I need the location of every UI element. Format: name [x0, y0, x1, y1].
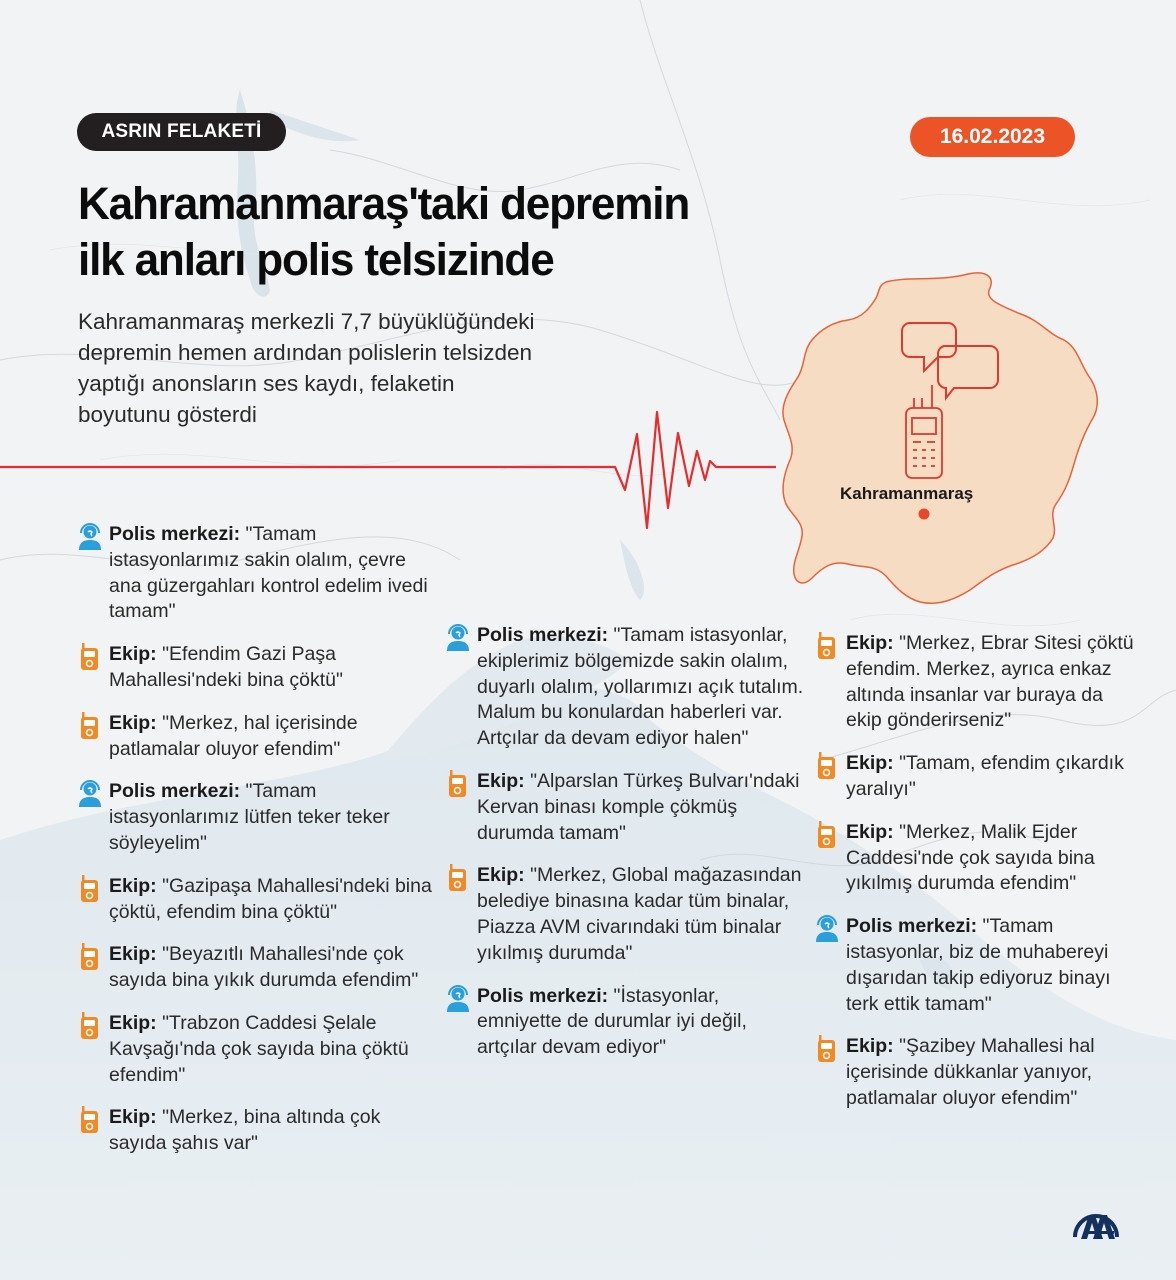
- walkie-talkie-icon: [445, 864, 471, 891]
- walkie-talkie-icon: [77, 643, 103, 670]
- subtitle-line-4: boyutunu gösterdi: [78, 402, 257, 427]
- quote-text: "Efendim Gazi Paşa Mahallesi'ndeki bina çöktü": [109, 643, 343, 691]
- transcript-column-2: [445, 623, 805, 1078]
- walkie-talkie-icon: [814, 1035, 840, 1062]
- title-line-1: Kahramanmaraş'taki depremin: [78, 178, 690, 229]
- police-operator-icon: [814, 915, 840, 942]
- quote-text: "Beyazıtlı Mahallesi'nde çok sayıda bina yıkık durumda efendim": [109, 943, 419, 992]
- transcript-entry: [77, 874, 437, 926]
- speaker-label: Ekip:: [109, 643, 157, 666]
- quote-text: "Tamam istasyonlar, ekiplerimiz bölgemizde sakin olalım, duyarlı olalım, yollarımızı açık tutalım. Malum bu konulardan haberleri var. Artçılar da devam ediyor halen": [477, 624, 804, 750]
- quote-text: "Merkez, bina altında çok sayıda şahıs var": [109, 1106, 381, 1155]
- speaker-label: Polis merkezi:: [109, 780, 241, 803]
- walkie-talkie-icon: [814, 632, 840, 659]
- transcript-entry: [77, 779, 437, 856]
- quote-text: "İstasyonlar, emniyette de durumlar iyi değil, artçılar devam ediyor": [477, 984, 747, 1059]
- speaker-label: Polis merkezi:: [846, 915, 978, 938]
- speaker-label: Ekip:: [846, 632, 894, 654]
- police-operator-icon: [445, 624, 471, 651]
- walkie-talkie-icon: [445, 770, 471, 797]
- subtitle-line-3: yaptığı anonsların ses kaydı, felaketin: [78, 371, 455, 396]
- quote-text: "Merkez, Global mağazasından belediye binasına kadar tüm binalar, Piazza AVM civarındaki tüm binalar yıkılmış durumda": [477, 864, 802, 964]
- speaker-label: Ekip:: [846, 752, 894, 775]
- transcript-entry: [814, 914, 1144, 1017]
- police-operator-icon: [445, 985, 471, 1012]
- walkie-talkie-icon: [814, 752, 840, 779]
- quote-text: "Tamam istasyonlar, biz de muhabereyi dışarıdan takip ediyoruz binayı terk ettik tamam": [846, 915, 1111, 1015]
- walkie-talkie-icon: [77, 1106, 103, 1133]
- transcript-entry: [445, 623, 805, 752]
- speaker-label: Polis merkezi:: [477, 624, 609, 646]
- transcript-entry: [814, 751, 1144, 803]
- transcript-entry: [77, 642, 437, 694]
- speaker-label: Ekip:: [109, 1106, 157, 1129]
- speaker-label: Ekip:: [846, 820, 894, 843]
- quote-text: "Trabzon Caddesi Şelale Kavşağı'nda çok sayıda bina çöktü efendim": [109, 1011, 409, 1086]
- region-label: Kahramanmaraş: [840, 484, 974, 503]
- quote-text: "Tamam istasyonlarımız lütfen teker teker söyleyelim": [109, 780, 390, 854]
- police-operator-icon: [77, 523, 103, 550]
- walkie-talkie-icon: [77, 712, 103, 739]
- kahramanmaras-region-map: [778, 268, 1133, 608]
- transcript-entry: [814, 820, 1144, 897]
- quote-text: "Alparslan Türkeş Bulvarı'ndaki Kervan binası komple çökmüş durumda tamam": [477, 769, 800, 844]
- transcript-column-1: [77, 522, 437, 1174]
- transcript-entry: [77, 1105, 437, 1157]
- speaker-label: Ekip:: [109, 943, 157, 966]
- transcript-entry: [814, 1034, 1144, 1111]
- walkie-talkie-icon: [77, 943, 103, 970]
- transcript-entry: [77, 1011, 437, 1088]
- subtitle-line-1: Kahramanmaraş merkezli 7,7 büyüklüğündeki: [78, 309, 535, 334]
- transcript-entry: [77, 942, 437, 994]
- walkie-talkie-icon: [77, 875, 103, 902]
- transcript-entry: [445, 863, 805, 966]
- quote-text: "Tamam istasyonlarımız sakin olalım, çevre ana güzergahları kontrol edelim ivedi tamam": [109, 523, 428, 623]
- speaker-label: Ekip:: [477, 769, 525, 792]
- quote-text: "Merkez, hal içerisinde patlamalar oluyor efendim": [109, 711, 358, 760]
- walkie-talkie-icon: [77, 1012, 103, 1039]
- transcript-column-3: [814, 631, 1144, 1129]
- transcript-entry: [814, 631, 1144, 734]
- quote-text: "Merkez, Malik Ejder Caddesi'nde çok sayıda bina yıkılmış durumda efendim": [846, 820, 1095, 895]
- title-line-2: ilk anları polis telsizinde: [78, 234, 554, 285]
- aa-logo-icon: [1071, 1199, 1121, 1243]
- police-operator-icon: [77, 780, 103, 807]
- quote-text: "Tamam, efendim çıkardık yaralıyı": [846, 752, 1124, 800]
- page-title: [78, 176, 858, 288]
- quote-text: "Merkez, Ebrar Sitesi çöktü efendim. Merkez, ayrıca enkaz altında insanlar var buraya da ekip gönderirseniz": [846, 632, 1134, 732]
- transcript-entry: [445, 769, 805, 846]
- quote-text: "Gazipaşa Mahallesi'ndeki bina çöktü, efendim bina çöktü": [109, 874, 432, 923]
- speaker-label: Polis merkezi:: [109, 523, 241, 545]
- speaker-label: Ekip:: [109, 711, 157, 734]
- speaker-label: Ekip:: [846, 1035, 894, 1058]
- speaker-label: Ekip:: [109, 874, 157, 897]
- transcript-entry: [445, 984, 805, 1061]
- transcript-entry: [77, 522, 437, 625]
- quote-text: "Şazibey Mahallesi hal içerisinde dükkanlar yanıyor, patlamalar oluyor efendim": [846, 1035, 1095, 1109]
- speaker-label: Polis merkezi:: [477, 984, 609, 1007]
- city-marker: [919, 509, 930, 520]
- speaker-label: Ekip:: [109, 1011, 157, 1034]
- date-badge: 16.02.2023: [910, 117, 1075, 157]
- walkie-talkie-icon: [814, 821, 840, 848]
- subtitle-line-2: depremin hemen ardından polislerin telsizden: [78, 340, 533, 365]
- category-tag: ASRIN FELAKETİ: [77, 113, 286, 151]
- transcript-entry: [77, 711, 437, 763]
- speaker-label: Ekip:: [477, 864, 525, 887]
- seismograph-line-icon: [0, 410, 790, 530]
